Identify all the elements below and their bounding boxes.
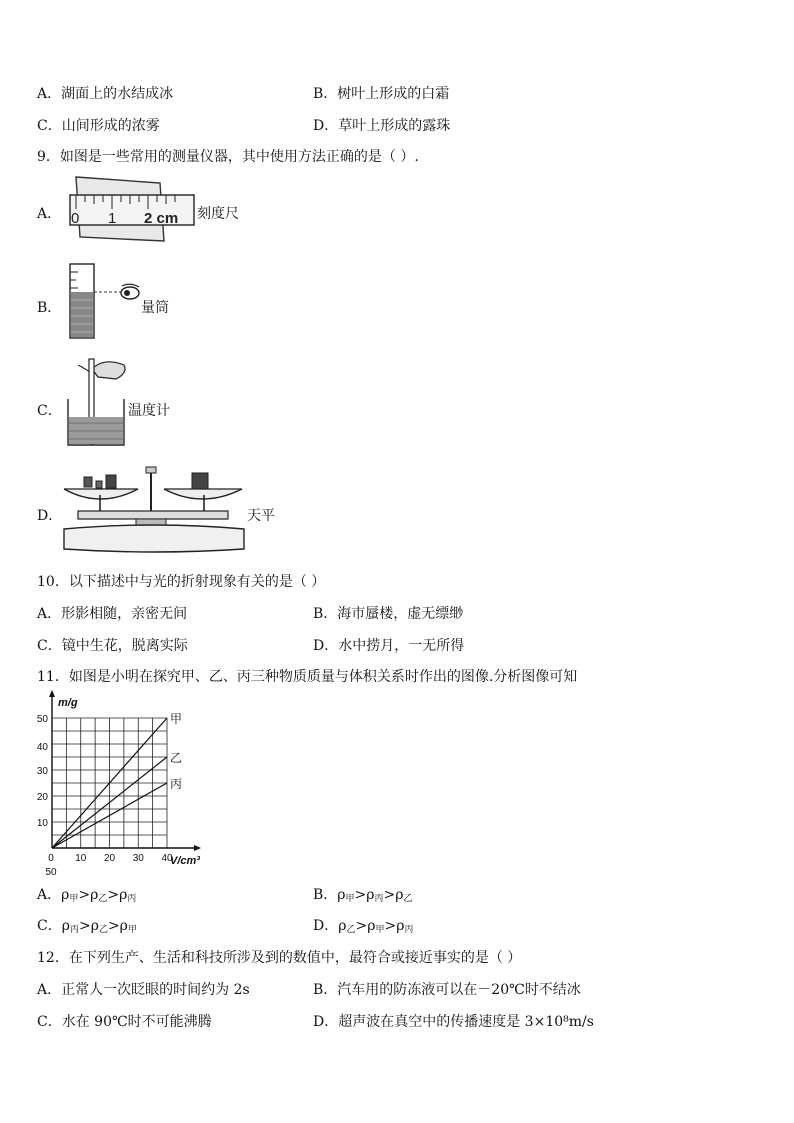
origin-extra-label: 50: [45, 867, 57, 875]
x-tick-label: 30: [132, 853, 144, 864]
measuring-cylinder-image: [64, 260, 144, 340]
q10-option-a: A．形影相随，亲密无间: [37, 606, 188, 622]
q9-option-c-letter: C．: [37, 403, 62, 419]
ruler-tick-2: 2 cm: [144, 210, 179, 227]
q9-stem: 9．如图是一些常用的测量仪器，其中使用方法正确的是（ ）.: [37, 149, 419, 165]
q12-option-c: C．水在 90℃时不可能沸腾: [37, 1014, 212, 1030]
x-tick-label: 10: [75, 853, 87, 864]
x-axis-label: V/cm³: [170, 855, 200, 867]
q8-option-c: C．山间形成的浓雾: [37, 118, 160, 134]
q9-option-a-label: 刻度尺: [197, 206, 239, 222]
ruler-tick-1: 1: [108, 210, 117, 227]
series-label-3: 丙: [170, 777, 183, 791]
q8-option-b: B．树叶上形成的白霜: [313, 86, 450, 102]
mass-volume-chart: [34, 690, 214, 875]
q12-option-d: D．超声波在真空中的传播速度是 3×10⁸m/s: [313, 1014, 594, 1030]
thermometer-beaker-image: [64, 355, 132, 447]
q9-option-d-label: 天平: [247, 508, 275, 524]
q11-option-d: D．$\rho_乙>\rho_甲>\rho_丙$: [313, 918, 414, 935]
y-tick-label: 50: [36, 714, 48, 725]
y-tick-label: 40: [36, 742, 48, 753]
x-axis-arrow: [194, 845, 201, 851]
q10-option-d: D．水中捞月，一无所得: [313, 638, 465, 654]
y-tick-label: 20: [36, 792, 48, 803]
ruler-image: [68, 173, 198, 245]
x-tick-label: 20: [103, 853, 116, 864]
q10-option-c: C．镜中生花，脱离实际: [37, 638, 188, 654]
q8-option-d: D．草叶上形成的露珠: [313, 118, 451, 134]
q11-option-b: B．$\rho_甲>\rho_丙>\rho_乙$: [313, 887, 413, 904]
q12-stem: 12．在下列生产、生活和科技所涉及到的数值中，最符合或接近事实的是（ ）: [37, 950, 522, 966]
q11-option-a: A．$\rho_甲>\rho_乙>\rho_丙$: [37, 887, 137, 904]
q9-option-c-label: 温度计: [128, 403, 170, 419]
q10-option-b: B．海市蜃楼，虚无缥缈: [313, 606, 464, 622]
q11-option-c: C．$\rho_丙>\rho_乙>\rho_甲$: [37, 918, 137, 935]
y-axis-arrow: [49, 690, 55, 697]
y-axis-label: m/g: [58, 697, 78, 709]
series-label-2: 乙: [170, 751, 183, 765]
q8-option-a: A．湖面上的水结成冰: [37, 86, 174, 102]
q9-option-b-label: 量筒: [141, 300, 169, 316]
q9-option-d-letter: D．: [37, 508, 63, 524]
series-label-1: 甲: [170, 712, 183, 726]
q10-stem: 10．以下描述中与光的折射现象有关的是（ ）: [37, 574, 326, 590]
y-tick-label: 30: [36, 766, 48, 777]
ruler-tick-0: 0: [71, 210, 80, 227]
q9-option-b-letter: B．: [37, 300, 62, 316]
q9-option-a-letter: A．: [37, 206, 62, 222]
x-tick-label: 0: [48, 853, 54, 864]
q11-stem: 11．如图是小明在探究甲、乙、丙三种物质质量与体积关系时作出的图像.分析图像可知: [37, 669, 578, 685]
balance-scale-image: [60, 463, 250, 555]
y-tick-label: 10: [36, 818, 48, 829]
x-tick-label: 40: [161, 853, 173, 864]
q12-option-b: B．汽车用的防冻液可以在－20℃时不结冰: [313, 982, 581, 998]
q12-option-a: A．正常人一次眨眼的时间约为 2s: [37, 982, 250, 998]
